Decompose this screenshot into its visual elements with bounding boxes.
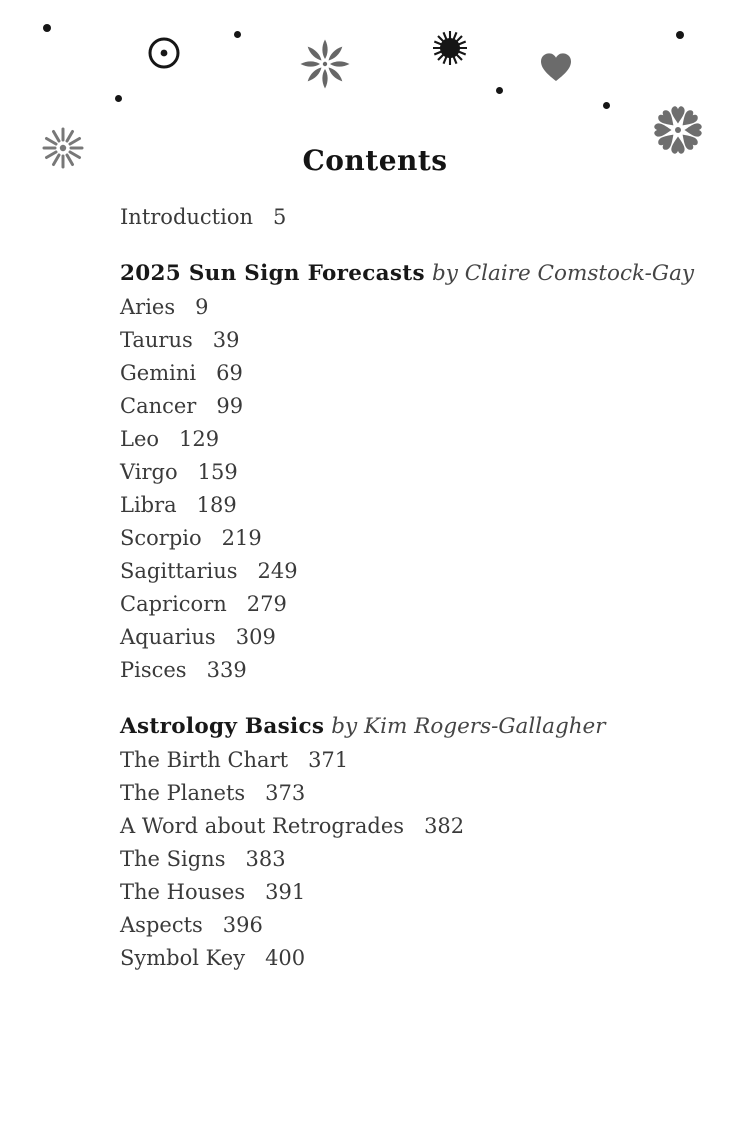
entry-label: Aries (120, 295, 176, 319)
entry-label: Capricorn (120, 592, 227, 616)
section-title: 2025 Sun Sign Forecasts (120, 261, 425, 286)
page-title: Contents (302, 144, 448, 177)
entry-page-number: 219 (221, 526, 262, 550)
toc-entry-libra (120, 489, 680, 522)
toc-entry-scorpio (120, 522, 680, 555)
entry-page-number: 9 (195, 295, 209, 319)
entry-page-number: 129 (179, 427, 220, 451)
dot-icon (115, 95, 122, 102)
toc-entry-capricorn (120, 588, 680, 621)
entry-page-number: 39 (212, 328, 240, 352)
entry-page-number: 371 (308, 748, 349, 772)
entry-label: The Birth Chart (120, 748, 289, 772)
toc-entry-the-planets (120, 777, 680, 810)
entry-label: Leo (120, 427, 160, 451)
entry-page-number: 5 (273, 205, 287, 229)
toc-entry-aries (120, 291, 680, 324)
entry-label: Pisces (120, 658, 187, 682)
flower-icon (299, 38, 351, 94)
entry-page-number: 69 (216, 361, 243, 385)
entry-page-number: 400 (265, 946, 306, 970)
toc-entry-virgo (120, 456, 680, 489)
section-heading-sun-sign-forecasts (120, 256, 695, 291)
entry-label: A Word about Retrogrades (120, 814, 405, 838)
dot-icon (43, 24, 51, 32)
toc-entry-introduction (120, 201, 680, 234)
entry-label: Introduction (120, 205, 253, 229)
entry-label: Gemini (120, 361, 197, 385)
entry-label: The Houses (120, 880, 246, 904)
section-heading-astrology-basics (120, 709, 680, 744)
dot-icon (676, 31, 684, 39)
entry-page-number: 249 (257, 559, 298, 583)
section-byline: by Kim Rogers-Gallagher (331, 714, 606, 739)
toc-entry-taurus (120, 324, 680, 357)
toc-entry-the-birth-chart (120, 744, 680, 777)
entry-page-number: 279 (246, 592, 287, 616)
entry-label: Aspects (120, 913, 203, 937)
sun-icon (147, 36, 181, 74)
entry-label: Aquarius (120, 625, 216, 649)
entry-label: Sagittarius (120, 559, 238, 583)
entry-label: The Planets (120, 781, 246, 805)
toc-entry-aspects (120, 909, 680, 942)
toc-entry-a-word-about-retrogrades (120, 810, 680, 843)
toc-entry-pisces (120, 654, 680, 687)
entry-page-number: 309 (235, 625, 276, 649)
dot-icon (496, 87, 503, 94)
heart-icon (539, 52, 573, 87)
entry-label: Taurus (120, 328, 193, 352)
entry-page-number: 339 (206, 658, 247, 682)
toc-entry-gemini (120, 357, 680, 390)
entry-label: The Signs (120, 847, 226, 871)
entry-page-number: 189 (196, 493, 237, 517)
entry-label: Virgo (120, 460, 178, 484)
entry-page-number: 391 (265, 880, 306, 904)
entry-label: Scorpio (120, 526, 202, 550)
entry-label: Libra (120, 493, 177, 517)
entry-label: Symbol Key (120, 946, 246, 970)
entry-page-number: 159 (197, 460, 238, 484)
entry-label: Cancer (120, 394, 197, 418)
toc-entry-cancer (120, 390, 680, 423)
table-of-contents (120, 201, 695, 975)
toc-entry-symbol-key (120, 942, 680, 975)
entry-page-number: 373 (265, 781, 306, 805)
toc-entry-aquarius (120, 621, 680, 654)
entry-page-number: 382 (424, 814, 465, 838)
toc-entry-sagittarius (120, 555, 680, 588)
entry-page-number: 383 (245, 847, 286, 871)
entry-page-number: 396 (222, 913, 263, 937)
entry-page-number: 99 (216, 394, 244, 418)
toc-entry-the-houses (120, 876, 680, 909)
section-title: Astrology Basics (120, 714, 325, 739)
toc-entry-the-signs (120, 843, 680, 876)
starburst-icon (431, 29, 469, 71)
dot-icon (234, 31, 241, 38)
section-byline: by Claire Comstock-Gay (431, 261, 695, 286)
toc-entry-leo (120, 423, 680, 456)
dot-icon (603, 102, 610, 109)
